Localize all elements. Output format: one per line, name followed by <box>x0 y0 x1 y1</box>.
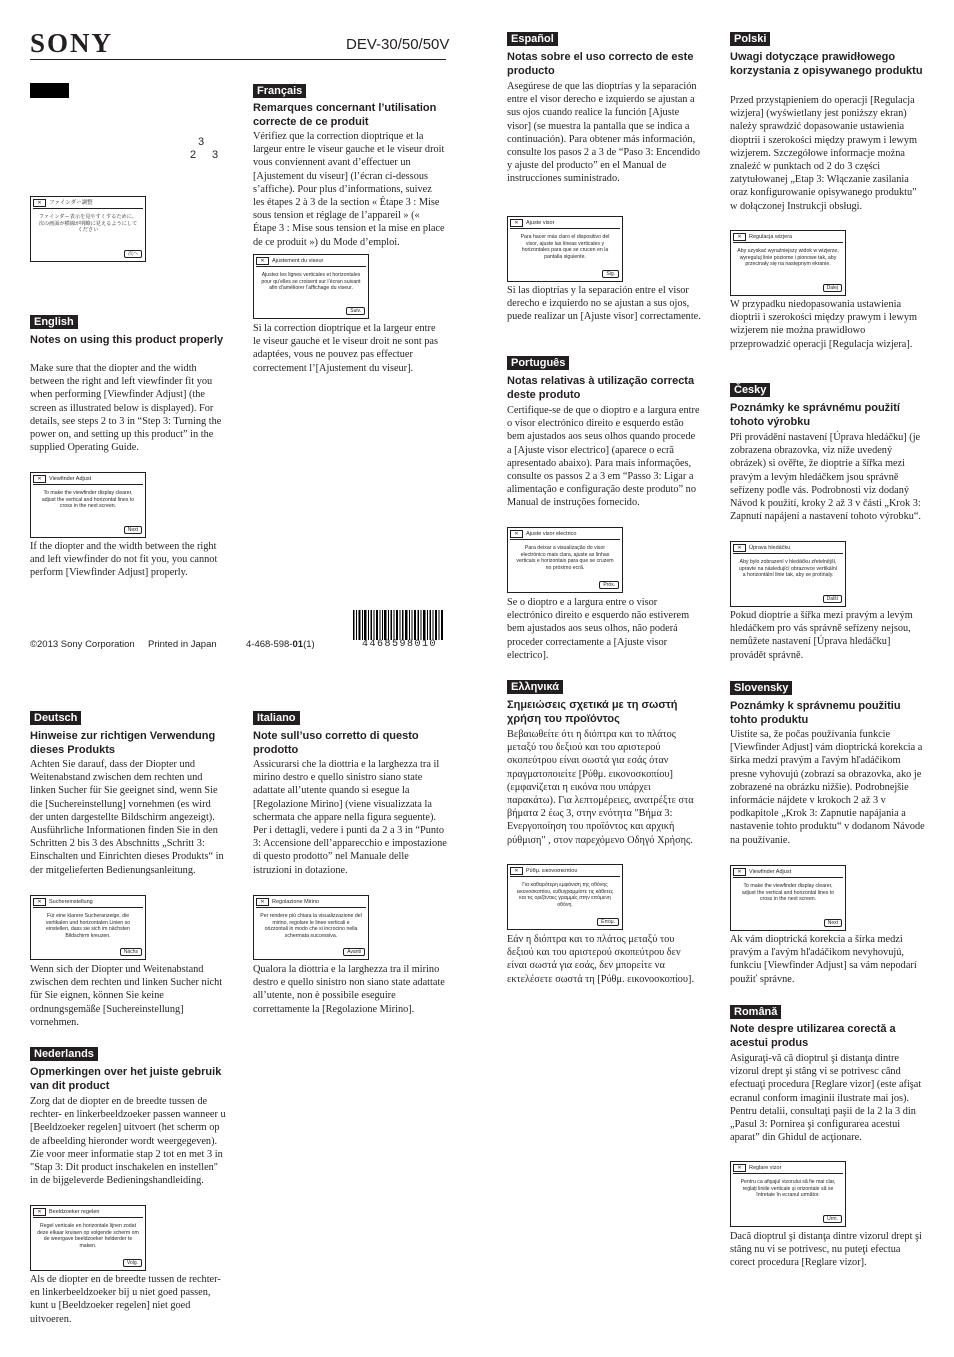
section-espanol <box>507 29 558 47</box>
close-icon: ✕ <box>33 199 46 207</box>
section-body: Assicurarsi che la diottria e la larghezza tra il mirino destro e quello sinistro siano state adattate all’utente quando si esegue la [Regolazione Mirino] (viene visualizzata la schermata che appare nella figura seguente). Per i dettagli, vedere i punti da 2 a 3 in “Punto 3: Accensione dell’apparecchio e impostazione di questo prodotto” nel Manuale delle istruzioni in dotazione. <box>253 759 447 876</box>
section-note: Dacă dioptrul şi distanţa dintre vizorul drept şi stâng nu vi se potrivesc, nu puteţi efectua corect procedura [Reglare vizor]. <box>730 1231 922 1269</box>
section-heading: Note despre utilizarea corectă a acestui produs <box>730 1023 896 1049</box>
section-heading: Hinweise zur richtigen Verwendung dieses Produkts <box>30 730 216 756</box>
section-note: Ak vám dioptrická korekcia a šírka medzi pravým a ľavým hľadáčikom nevyhovujú, funkciu [Viewfinder Adjust] sa vám nepodarí použiť správne. <box>730 934 917 985</box>
section-body: Zorg dat de diopter en de breedte tussen de rechter- en linkerbeeldzoeker passen wanneer u [Beeldzoeker regelen] uitvoert (het scherm op de afbeelding hieronder wordt weergegeven). Zie voor meer informatie stap 2 tot en met 3 in "Stap 3: Dit product inschakelen en instellen" in de bijgeleverde Bedieningshandleiding. <box>30 1096 226 1187</box>
screen-title: Suchereinstellung <box>49 899 93 905</box>
close-icon: ✕ <box>256 898 269 906</box>
close-icon: ✕ <box>33 1208 46 1216</box>
language-tag: Deutsch <box>30 711 81 725</box>
portugues-screen <box>507 527 623 593</box>
close-icon: ✕ <box>733 868 746 876</box>
section-english <box>30 312 230 330</box>
screen-message: Para deixar a visualização do visor electrónico mais clara, ajuste as linhas verticais e horizontais para que se cruzem no próximo ecrã. <box>516 545 614 571</box>
screen-next-button: Další <box>823 595 842 603</box>
language-tag: English <box>30 315 78 329</box>
screen-title: Regolazione Mirino <box>272 899 320 905</box>
language-tag: Română <box>730 1005 781 1019</box>
close-icon: ✕ <box>510 530 523 538</box>
section-francais <box>253 81 306 99</box>
section-body: Przed przystąpieniem do operacji [Regulacja wizjera] (wyświetlany jest poniższy ekran) należy sprawdzić dopasowanie ustawienia dioptrii i szerokości między prawym i lewym wizjerem. Szczegółowe informacje można znaleźć w punktach od 2 do 3 części zatytułowanej „Etap 3: Włączanie zasilania oraz konfigurowanie opisywanego produktu” w dołączonej Instrukcji obsługi. <box>730 95 918 212</box>
section-heading: Uwagi dotyczące prawidłowego korzystania z opisywanego produktu <box>730 51 923 77</box>
screen-next-button: Next <box>824 919 842 927</box>
barcode-number: 4468598010 <box>362 639 438 650</box>
japanese-step-c: 3 <box>212 149 219 161</box>
screen-title: Ρύθμ. εικονοσκοπίου <box>526 868 578 874</box>
japanese-step-a: 3 <box>198 136 205 148</box>
japanese-step-b: 2 <box>190 149 197 161</box>
section-note: W przypadku niedopasowania ustawienia dioptrii i szerokości między prawym i lewym wizjerem nie można prawidłowo przeprowadzić operacji [Regulacja wizjera]. <box>730 299 918 350</box>
section-body: Vérifiez que la correction dioptrique et la largeur entre le viseur gauche et le viseur droit vous conviennent avant d’effectuer un [Ajustement du viseur] (l’écran ci-dessous s’affiche). Pour plus d’informations, suivez les étapes 2 à 3 de la section « Étape 3 : Mise sous tension et réglage de l’appareil » (« Étape 3 : Mise sous tension et la mise en place de ce produit ») du Mode d’emploi. <box>253 131 445 248</box>
section-heading: Notes on using this product properly <box>30 334 224 346</box>
section-body: Uistite sa, že počas používania funkcie [Viewfinder Adjust] vám dioptrická korekcia a šírka medzi pravým a ľavým hľadáčikom presne vyhovujú (zobrazí sa obrazovka, ako je zobrazené na obrázku nižšie). Podrobnejšie informácie nájdete v krokoch 2 až 3 v podkapitole „Krok 3: Zapnutie napájania a nastavenie tohto produktu“ v dodanom Návode na používanie. <box>730 729 925 846</box>
screen-next-button: Urm. <box>823 1215 842 1223</box>
screen-message: ファインダー表示を見やすくするために、次の画面が横線が明瞭に見えるようにしてください <box>38 214 138 233</box>
espanol-screen <box>507 216 623 282</box>
screen-title: Ajustement du viseur <box>272 258 324 264</box>
screen-next-button: Avanti <box>343 948 365 956</box>
japanese-tag <box>30 83 69 98</box>
screen-next-button: Sig. <box>602 270 619 278</box>
language-tag: Polski <box>730 32 770 46</box>
screen-next-button: Volg. <box>123 1259 142 1267</box>
close-icon: ✕ <box>33 475 46 483</box>
section-body: Asiguraţi-vă că dioptrul şi distanţa dintre vizorul drept şi stâng vi se potrivesc când efectuaţi procedura [Reglare vizor] (este afişat ecranul conform imaginii ilustrate mai jos). Pentru detalii, consultaţi paşii de la 2 la 3 din „Pasul 3: Pornirea şi configurarea acestui aparat” din Ghidul de acţionare. <box>730 1053 922 1144</box>
screen-message: To make the viewfinder display clearer, adjust the vertical and horizontal lines to cross in the next screen. <box>741 883 835 902</box>
screen-message: Pentru ca afişajul vizorului să fie mai clar, reglaţi liniile verticale şi orizontale să se întretaie în ecranul următor. <box>740 1179 836 1198</box>
screen-title: ファインダー調整 <box>49 200 93 206</box>
screen-message: To make the viewfinder display clearer, adjust the vertical and horizontal lines to cross in the next screen. <box>41 490 135 509</box>
section-note: Se o dioptro e a largura entre o visor electrónico direito e esquerdo não estiverem bem ajustados aos seus olhos, não poderá proceder correctamente a [Ajuste visor electrico]. <box>507 597 690 661</box>
section-heading: Notas sobre el uso correcto de este producto <box>507 51 694 77</box>
section-body: Achten Sie darauf, dass der Diopter und Weitenabstand zwischen dem rechten und linken Sucher für Sie geeignet sind, wenn Sie die [Suchereinstellung] vornehmen (es wird der unten dargestellte Bildschirm angezeigt). Ausführliche Informationen finden Sie in den Schritten 2 bis 3 des Abschnitts „Schritt 3: Einschalten und Einrichten dieses Produkts“ in der mitgelieferten Bedienungsanleitung. <box>30 759 224 876</box>
section-note: If the diopter and the width between the right and left viewfinder do not fit you, you cannot perform [Viewfinder Adjust] properly. <box>30 541 218 579</box>
screen-title: Viewfinder Adjust <box>749 869 792 875</box>
section-italiano <box>253 708 300 726</box>
ellinika-screen <box>507 864 623 930</box>
nederlands-screen <box>30 1205 146 1271</box>
section-portugues <box>507 353 569 371</box>
section-note: Si las dioptrías y la separación entre el visor derecho e izquierdo no se ajustan a sus ojos, puede realizar un [Ajuste visor] correctamente. <box>507 285 701 323</box>
sony-logo: SONY <box>30 28 114 58</box>
section-note: Εάν η διόπτρα και το πλάτος μεταξύ του δεξιού και του αριστερού σκοπεύτρου δεν είναι σωστά για εσάς, δεν μπορείτε να εκτελέσετε σωστά τη [Ρύθμ. εικονοσκοπίου]. <box>507 934 695 985</box>
section-heading: Opmerkingen over het juiste gebruik van dit product <box>30 1066 222 1092</box>
screen-next-button: 次へ <box>124 250 142 258</box>
screen-title: Ajuste visor electrico <box>526 531 577 537</box>
screen-message: Aby bylo zobrazení v hledáčku zřetelnější, upravte na následující obrazovce vertikální a horizontální linie tak, aby se protínaly. <box>738 559 838 578</box>
close-icon: ✕ <box>510 867 523 875</box>
cesky-screen <box>730 541 846 607</box>
screen-message: Para hacer más claro el dispositivo del visor, ajuste las líneas verticales y horizontales para que se crucen en la pantalla siguiente. <box>520 234 610 260</box>
section-body: Při provádění nastavení [Úprava hledáčku] (je zobrazena obrazovka, viz níže uvedený obrázek) si ověřte, že dioptrie a šířka mezi pravým a levým hledáčkem jsou správně seřízeny podle vás. Podrobnosti viz dodaný Návod k použití, kroky 2 až 3 v části „Krok 3: Zapnutí napájení a nastavení tohoto výrobku“. <box>730 432 922 523</box>
section-body: Asegúrese de que las dioptrías y la separación entre el visor derecho e izquierdo se ajustan a sus ojos cuando realice la función [Ajuste visor] (se muestra la pantalla que se indica a continuación). Para obtener más información, consulte los pasos 2 a 3 de “Paso 3: Encendido y ajuste del producto” en el Manual de instrucciones suministrado. <box>507 81 701 185</box>
barcode-icon <box>353 610 443 640</box>
section-note: Als de diopter en de breedte tussen de rechter- en linkerbeeldzoeker bij u niet goed passen, kunt u [Beeldzoeker regelen] niet goed uitvoeren. <box>30 1274 221 1325</box>
section-heading: Note sull’uso corretto di questo prodotto <box>253 730 419 756</box>
section-polski <box>730 29 770 47</box>
screen-next-button: Suiv. <box>346 307 365 315</box>
screen-message: Για καθαρότερη εμφάνιση της οθόνης εικονοσκοπίου, ευθυγραμμίστε τις κάθετες και τις οριζόντιες γραμμές στην επόμενη οθόνη. <box>516 882 614 908</box>
screen-title: Viewfinder Adjust <box>49 476 92 482</box>
francais-screen <box>253 254 369 319</box>
slovensky-screen <box>730 865 846 931</box>
language-tag: Español <box>507 32 558 46</box>
section-ellinika <box>507 677 563 695</box>
close-icon: ✕ <box>733 233 746 241</box>
screen-next-button: Next <box>124 526 142 534</box>
japanese-screen <box>30 196 146 262</box>
section-body: Make sure that the diopter and the width between the right and left viewfinder fit you when performing [Viewfinder Adjust] (the screen as illustrated below is displayed). For details, see steps 2 to 3 in “Step 3: Turning the power on, and setting up this product” in the supplied Operating Guide. <box>30 363 222 454</box>
section-romana <box>730 1002 781 1020</box>
language-tag: Česky <box>730 383 770 397</box>
screen-message: Aby uzyskać wyraźniejszy widok w wizjerze, wyreguluj linie poziome i pionowe tak, aby przecinały się na następnym ekranie. <box>737 248 839 267</box>
screen-next-button: Nächs <box>120 948 142 956</box>
printed-in: Printed in Japan <box>148 639 217 650</box>
language-tag: Italiano <box>253 711 300 725</box>
section-slovensky <box>730 678 792 696</box>
section-cesky <box>730 380 770 398</box>
screen-title: Reglare vizor <box>749 1165 782 1171</box>
deutsch-screen <box>30 895 146 960</box>
section-deutsch <box>30 708 81 726</box>
screen-title: Úprava hledáčku <box>749 545 791 551</box>
language-tag: Slovensky <box>730 681 792 695</box>
screen-title: Regulacja wizjera <box>749 234 793 240</box>
close-icon: ✕ <box>33 898 46 906</box>
language-tag: Français <box>253 84 306 98</box>
section-note: Si la correction dioptrique et la largeur entre le viseur gauche et le viseur droit ne sont pas adaptées, vous ne pouvez pas effectuer correctement l’[Ajustement du viseur]. <box>253 323 439 374</box>
close-icon: ✕ <box>733 1164 746 1172</box>
screen-title: Beeldzoeker regelen <box>49 1209 100 1215</box>
section-body: Certifique-se de que o dioptro e a largura entre o visor electrónico direito e esquerdo estão bem ajustados aos seus olhos quando procede a [Ajuste visor electrico] (aparece o ecrã apresentado abaixo). Para mais informações, consulte os passos 2 a 3 em “Passo 3: Ligar a alimentação e configuração deste produto” no Manual de instruções fornecido. <box>507 405 700 509</box>
screen-message: Regel verticale en horizontale lijnen zodat deze elkaar kruisen op volgende scherm om de weergave beeldzoeker helderder te maken. <box>37 1223 139 1249</box>
header-rule <box>30 59 446 60</box>
language-tag: Nederlands <box>30 1047 98 1061</box>
screen-next-button: Próx. <box>599 581 619 589</box>
close-icon: ✕ <box>510 219 523 227</box>
model-number: DEV-30/50/50V <box>346 36 450 53</box>
section-note: Pokud dioptrie a šířka mezi pravým a levým hledáčkem pro vás správně seřízeny nejsou, nemůžete nastavení [Úprava hledáčku] provádět správně. <box>730 610 913 661</box>
english-screen <box>30 472 146 538</box>
part-number: 4-468-598-01(1) <box>246 639 315 650</box>
section-nederlands <box>30 1044 98 1062</box>
close-icon: ✕ <box>733 544 746 552</box>
section-heading: Notas relativas à utilização correcta deste produto <box>507 375 695 401</box>
romana-screen <box>730 1161 846 1227</box>
section-heading: Poznámky k správnemu použitiu tohto produktu <box>730 700 901 726</box>
language-tag: Português <box>507 356 569 370</box>
section-note: Wenn sich der Diopter und Weitenabstand zwischen dem rechten und linken Sucher nicht für Sie eignen, können Sie keine ordnungsgemäße [Suchereinstellung] vornehmen. <box>30 964 223 1028</box>
polski-screen <box>730 230 846 296</box>
section-body: Βεβαιωθείτε ότι η διόπτρα και το πλάτος μεταξύ του δεξιού και του αριστερού σκοπεύτρου είναι σωστά για εσάς όταν πραγματοποιείτε [Ρύθμ. εικονοσκοπίου] (εμφανίζεται η εικόνα που υπάρχει παρακάτω). Για λεπτομέρειες, ανατρέξτε στα βήματα 2 έως 3, στην ενότητα "Βήμα 3: Ενεργοποίηση του προϊόντος και αρχική ρύθμιση" , στον παρεχόμενο Οδηγό Χρήσης. <box>507 729 694 846</box>
close-icon: ✕ <box>256 257 269 265</box>
screen-next-button: Dalej <box>823 284 842 292</box>
section-heading: Remarques concernant l’utilisation correcte de ce produit <box>253 102 437 128</box>
language-tag: Ελληνικά <box>507 680 563 694</box>
screen-message: Für eine klarere Sucheranzeige, die vertikalen und horizontalen Linien so einstellen, dass sie sich im nächsten Bildschirm kreuzen. <box>45 913 131 939</box>
italiano-screen <box>253 895 369 960</box>
section-heading: Poznámky ke správnému použití tohoto výrobku <box>730 402 900 428</box>
section-heading: Σημειώσεις σχετικά με τη σωστή χρήση του προϊόντος <box>507 699 678 725</box>
screen-message: Per rendere più chiara la visualizzazione del mirino, regolare le linee verticali e orizzontali in modo che si incrocino nella schermata successiva. <box>260 913 362 939</box>
copyright: ©2013 Sony Corporation <box>30 639 135 650</box>
screen-message: Ajustez les lignes verticales et horizontales pour qu’elles se croisent sur l’écran suivant afin d’améliorer l’affichage du viseur. <box>261 272 361 291</box>
section-note: Qualora la diottria e la larghezza tra il mirino destro e quello sinistro non siano state adattate all’utente, non è possibile eseguire correttamente la [Regolazione Mirino]. <box>253 964 445 1015</box>
screen-title: Ajuste visor <box>526 220 555 226</box>
screen-next-button: Επόμ. <box>597 918 619 926</box>
